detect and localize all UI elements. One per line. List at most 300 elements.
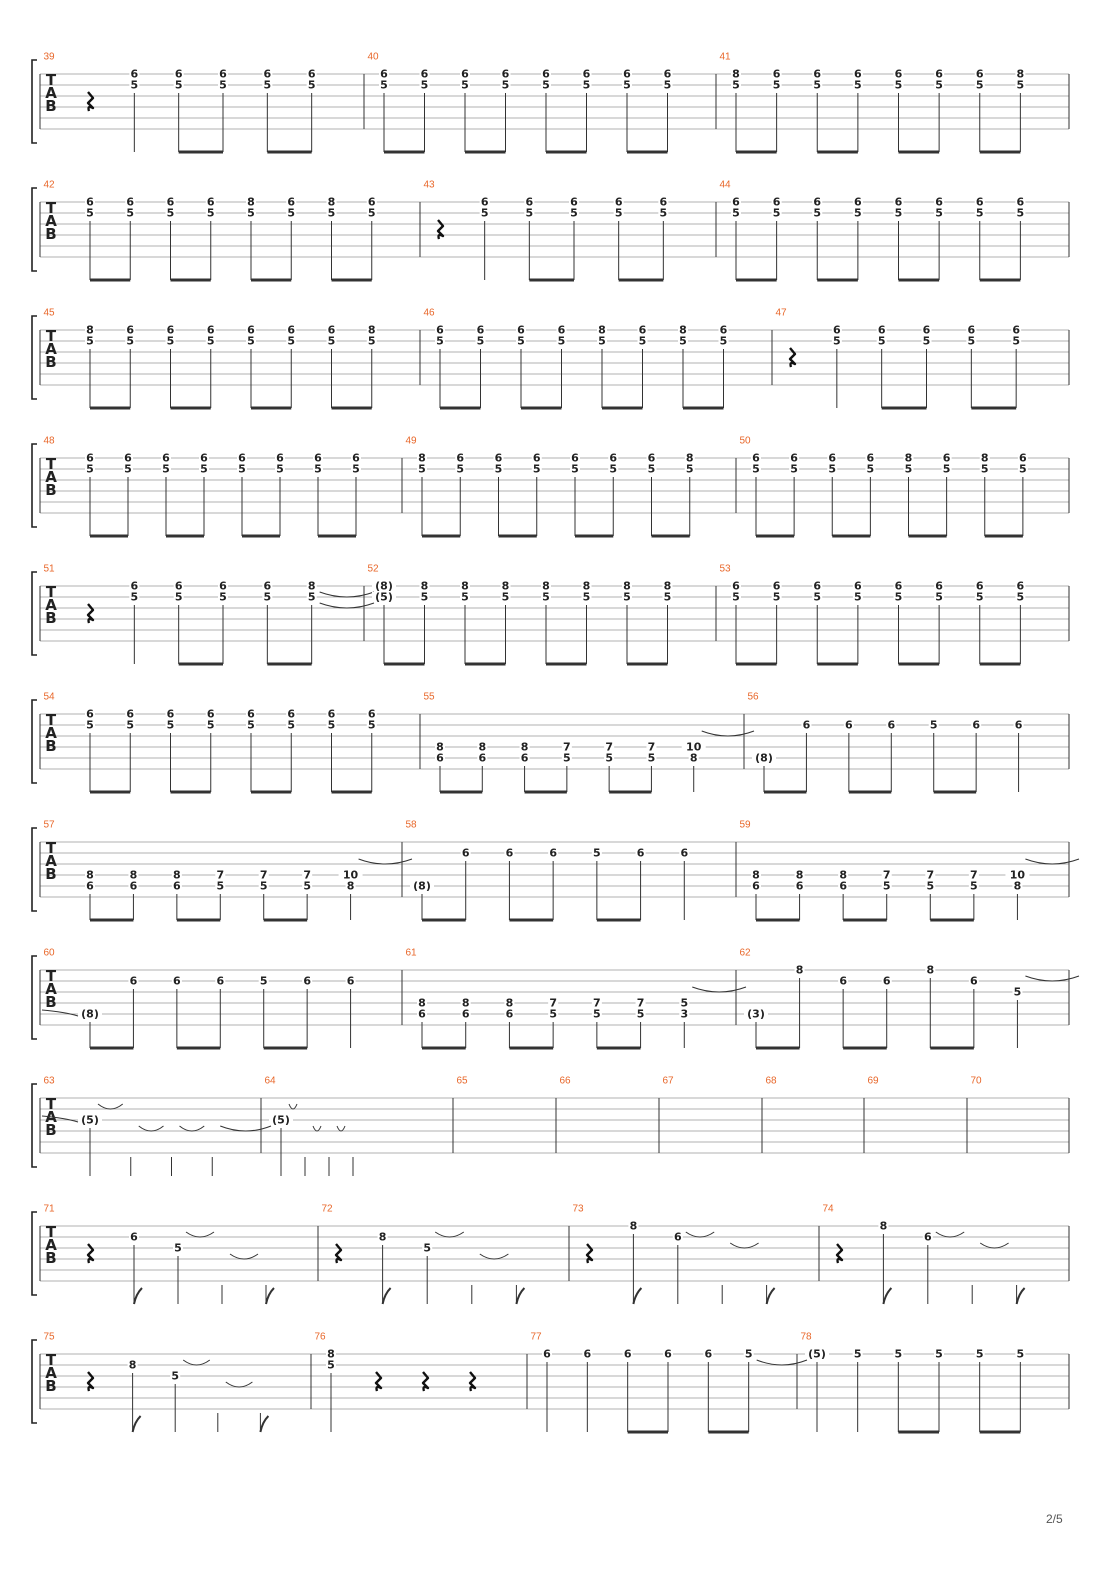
fret-number: 5 [542, 78, 550, 92]
system-bracket [32, 188, 37, 271]
tab-system [32, 564, 1069, 665]
tie [435, 1232, 464, 1237]
measure-number: 39 [43, 51, 55, 63]
fret-number: 5 [853, 1347, 862, 1361]
fret-number: 8 [436, 740, 444, 754]
eighth-flag [134, 1288, 142, 1304]
fret-number: 8 [327, 195, 336, 209]
fret-number: 6 [854, 195, 862, 209]
fret-number: 8 [420, 579, 429, 593]
fret-number: 6 [752, 451, 760, 465]
fret-number: 6 [327, 707, 336, 721]
tab-clef-letter: A [45, 1236, 57, 1254]
measure [800, 1332, 1025, 1433]
fret-number: 6 [287, 195, 296, 209]
tab-clef-letter: A [45, 1108, 57, 1126]
fret-number: 6 [663, 67, 672, 81]
fret-number: 6 [174, 579, 183, 593]
fret-number: 8 [327, 1347, 335, 1361]
fret-number: 5 [744, 1347, 753, 1361]
fret-number: (5) [808, 1347, 826, 1361]
fret-number: 6 [166, 707, 175, 721]
fret-number: 6 [967, 323, 976, 337]
fret-number: 6 [882, 974, 891, 988]
tab-clef-letter: T [45, 583, 57, 601]
tab-system [32, 1332, 1069, 1433]
fret-number: 5 [420, 78, 429, 92]
fret-number: 8 [679, 323, 687, 337]
fret-number: 8 [904, 451, 913, 465]
tie [183, 1360, 210, 1365]
measure [314, 1332, 475, 1433]
fret-number: 6 [174, 67, 183, 81]
quarter-rest-icon [336, 1244, 341, 1263]
tie [757, 1360, 807, 1365]
fret-number: 5 [605, 751, 613, 765]
tab-clef-letter: T [45, 455, 57, 473]
fret-number: 5 [866, 462, 875, 476]
fret-number: 5 [206, 206, 215, 220]
fret-number: 5 [124, 462, 132, 476]
tab-clef-letter: B [45, 993, 57, 1011]
fret-number: 7 [303, 868, 311, 882]
fret-number: 6 [542, 67, 550, 81]
fret-number: 5 [922, 334, 931, 348]
fret-number: 8 [926, 963, 935, 977]
fret-number: 5 [259, 974, 268, 988]
fret-number: 5 [854, 78, 862, 92]
fret-number: 6 [206, 195, 215, 209]
fret-number: 6 [517, 323, 525, 337]
fret-number: 8 [346, 879, 355, 893]
fret-number: (8) [81, 1007, 99, 1021]
fret-number: 8 [623, 579, 631, 593]
fret-number: 5 [680, 996, 689, 1010]
measure [572, 1204, 774, 1305]
tab-clef-letter: A [45, 84, 57, 102]
fret-number: 6 [206, 707, 215, 721]
fret-number: 5 [813, 78, 822, 92]
measure [405, 948, 746, 1049]
measure-number: 44 [719, 179, 731, 191]
fret-number: 5 [126, 206, 135, 220]
system-bracket [32, 956, 37, 1039]
fret-number: 6 [935, 579, 943, 593]
tab-clef-letter: T [45, 1095, 57, 1113]
fret-number: 6 [636, 846, 645, 860]
fret-number: 6 [614, 195, 623, 209]
fret-number: (8) [413, 879, 431, 893]
quarter-rest-icon [438, 220, 443, 239]
tab-system [32, 52, 1069, 153]
fret-number: 6 [461, 1007, 470, 1021]
tab-clef-letter: A [45, 980, 57, 998]
fret-number: 6 [216, 974, 225, 988]
fret-number: 5 [327, 206, 336, 220]
measure-number: 77 [530, 1331, 542, 1343]
measure [423, 308, 728, 409]
tab-system [32, 436, 1069, 537]
fret-number: 6 [327, 323, 336, 337]
fret-number: 8 [542, 579, 550, 593]
fret-number: 6 [557, 323, 566, 337]
fret-number: 6 [802, 718, 811, 732]
fret-number: 5 [367, 334, 376, 348]
fret-number: 5 [436, 334, 444, 348]
fret-number: 6 [813, 195, 822, 209]
fret-number: 5 [247, 718, 255, 732]
tab-clef-letter: B [45, 865, 57, 883]
fret-number: 8 [839, 868, 847, 882]
fret-number: 5 [549, 1007, 557, 1021]
fret-number: 5 [171, 1369, 180, 1383]
tab-clef-letter: T [45, 1351, 57, 1369]
tie [180, 1126, 205, 1131]
system-bracket [32, 444, 37, 527]
tie [936, 1232, 964, 1237]
fret-number: 6 [1016, 579, 1025, 593]
fret-number: 8 [505, 996, 514, 1010]
tab-system [32, 948, 1079, 1049]
fret-number: 5 [476, 334, 485, 348]
fret-number: 5 [926, 879, 935, 893]
system-bracket [32, 1084, 37, 1167]
fret-number: 5 [790, 462, 798, 476]
tab-clef-letter: B [45, 609, 57, 627]
measure [739, 820, 1079, 921]
measure [456, 1076, 468, 1087]
tie [359, 859, 412, 864]
measure-number: 46 [423, 307, 435, 319]
fret-number: 5 [935, 1347, 943, 1361]
fret-number: 6 [935, 67, 943, 81]
tie [220, 1126, 271, 1131]
measure [43, 308, 376, 409]
tie [702, 731, 754, 736]
tab-system [32, 692, 1069, 793]
fret-number: 6 [86, 195, 94, 209]
measure-number: 50 [739, 435, 751, 447]
fret-number: 5 [206, 718, 215, 732]
fret-number: 5 [894, 1347, 903, 1361]
tab-clef-letter: B [45, 1249, 57, 1267]
fret-number: 8 [980, 451, 989, 465]
tab-clef-letter: T [45, 199, 57, 217]
fret-number: 6 [839, 879, 847, 893]
tie [337, 1126, 345, 1131]
fret-number: 6 [845, 718, 853, 732]
tab-system [32, 1076, 1069, 1177]
fret-number: 3 [680, 1007, 689, 1021]
quarter-rest-icon [88, 92, 93, 111]
system-bracket [32, 572, 37, 655]
fret-number: 6 [130, 67, 139, 81]
fret-number: 6 [664, 1347, 672, 1361]
fret-number: 7 [636, 996, 645, 1010]
tab-clef-letter: B [45, 225, 57, 243]
quarter-rest-icon [587, 1244, 592, 1263]
fret-number: 8 [173, 868, 181, 882]
fret-number: 8 [378, 1230, 387, 1244]
fret-number: 5 [942, 462, 951, 476]
fret-number: 8 [418, 451, 426, 465]
fret-number: 6 [975, 67, 984, 81]
fret-number: 7 [926, 868, 935, 882]
fret-number: 8 [1016, 67, 1025, 81]
tab-clef-letter: T [45, 71, 57, 89]
quarter-rest-icon [88, 1372, 93, 1391]
fret-number: 6 [659, 195, 668, 209]
fret-number: (3) [747, 1007, 765, 1021]
fret-number: 5 [563, 751, 571, 765]
measure [43, 1332, 268, 1433]
measure-number: 60 [43, 947, 55, 959]
tie [42, 1010, 78, 1016]
measure [405, 820, 689, 921]
fret-number: 6 [854, 67, 862, 81]
fret-number: 6 [166, 323, 175, 337]
tie [230, 1254, 258, 1259]
fret-number: 5 [276, 462, 284, 476]
measure-number: 70 [970, 1075, 982, 1087]
fret-number: 6 [206, 323, 215, 337]
tab-clef-letter: A [45, 596, 57, 614]
measure [43, 52, 316, 153]
measure-number: 71 [43, 1203, 55, 1215]
fret-number: 5 [647, 462, 656, 476]
fret-number: 5 [935, 206, 943, 220]
fret-number: 6 [866, 451, 875, 465]
tab-clef-letter: T [45, 711, 57, 729]
fret-number: 5 [623, 78, 631, 92]
fret-number: 6 [126, 195, 135, 209]
measure-number: 41 [719, 51, 731, 63]
fret-number: 5 [882, 879, 891, 893]
fret-number: 6 [247, 707, 255, 721]
fret-number: 5 [327, 1358, 335, 1372]
fret-number: (8) [755, 751, 773, 765]
eighth-flag [883, 1288, 891, 1304]
tie [480, 1254, 509, 1259]
fret-number: 5 [287, 334, 296, 348]
tie [313, 1126, 321, 1131]
measure-number: 62 [739, 947, 751, 959]
fret-number: 6 [795, 879, 804, 893]
fret-number: 6 [975, 579, 984, 593]
fret-number: 5 [307, 590, 316, 604]
fret-number: 5 [894, 206, 903, 220]
fret-number: 8 [128, 1358, 137, 1372]
fret-number: 5 [557, 334, 566, 348]
fret-number: 5 [494, 462, 503, 476]
fret-number: 6 [582, 67, 591, 81]
measure-number: 48 [43, 435, 55, 447]
fret-number: 6 [525, 195, 534, 209]
fret-number: 5 [542, 590, 550, 604]
fret-number: 5 [772, 590, 781, 604]
fret-number: 6 [130, 579, 139, 593]
fret-number: 5 [162, 462, 170, 476]
fret-number: 7 [549, 996, 557, 1010]
fret-number: 5 [219, 78, 227, 92]
fret-number: 6 [772, 195, 781, 209]
fret-number: 5 [307, 78, 316, 92]
fret-number: 6 [86, 451, 94, 465]
fret-number: 6 [126, 707, 135, 721]
fret-number: 5 [420, 590, 429, 604]
fret-number: 5 [623, 590, 631, 604]
tab-clef-letter: T [45, 839, 57, 857]
fret-number: 5 [854, 590, 862, 604]
quarter-rest-icon [837, 1244, 842, 1263]
measure-number: 74 [822, 1203, 834, 1215]
fret-number: 5 [647, 751, 656, 765]
fret-number: 6 [238, 451, 246, 465]
fret-number: 5 [1013, 985, 1022, 999]
measure-number: 68 [765, 1075, 777, 1087]
fret-number: 5 [166, 206, 175, 220]
fret-number: 5 [287, 206, 296, 220]
fret-number: 10 [342, 868, 359, 882]
fret-number: 6 [752, 879, 760, 893]
fret-number: 6 [367, 195, 376, 209]
fret-number: 5 [461, 590, 469, 604]
fret-number: 5 [174, 78, 183, 92]
quarter-rest-icon [423, 1372, 428, 1391]
tie [1025, 859, 1079, 864]
tab-clef-letter: A [45, 724, 57, 742]
fret-number: 5 [636, 1007, 645, 1021]
fret-number: 7 [882, 868, 891, 882]
fret-number: 6 [772, 579, 781, 593]
measure [43, 692, 376, 793]
fret-number: 5 [828, 462, 837, 476]
fret-number: 6 [922, 323, 931, 337]
fret-number: 5 [126, 718, 135, 732]
measure [719, 564, 1025, 665]
fret-number: 5 [975, 206, 984, 220]
tie [226, 1382, 253, 1387]
fret-number: 7 [259, 868, 268, 882]
fret-number: 6 [942, 451, 951, 465]
fret-number: 8 [461, 996, 470, 1010]
measure [970, 1076, 982, 1087]
measure [765, 1076, 777, 1087]
fret-number: 8 [86, 323, 94, 337]
fret-number: 8 [663, 579, 672, 593]
measure [367, 564, 672, 665]
fret-number: 8 [582, 579, 591, 593]
fret-number: 6 [1014, 718, 1023, 732]
measure-number: 45 [43, 307, 55, 319]
tab-system [32, 308, 1069, 409]
fret-number: 8 [501, 579, 510, 593]
measure [867, 1076, 879, 1087]
quarter-rest-icon [470, 1372, 475, 1391]
fret-number: 8 [86, 868, 94, 882]
tab-system [32, 1204, 1069, 1305]
fret-number: 8 [129, 868, 138, 882]
fret-number: 6 [173, 974, 181, 988]
measure-number: 63 [43, 1075, 55, 1087]
fret-number: 5 [614, 206, 623, 220]
fret-number: 5 [570, 206, 578, 220]
tie [692, 987, 746, 992]
fret-number: 6 [887, 718, 896, 732]
fret-number: 5 [1019, 462, 1027, 476]
fret-number: 5 [685, 462, 694, 476]
fret-number: 5 [593, 1007, 601, 1021]
fret-number: 6 [263, 579, 272, 593]
fret-number: 6 [263, 67, 272, 81]
fret-number: 5 [719, 334, 728, 348]
quarter-rest-icon [88, 1244, 93, 1263]
tab-clef-letter: A [45, 1364, 57, 1382]
fret-number: 5 [663, 590, 672, 604]
fret-number: 10 [1009, 868, 1026, 882]
measure [423, 180, 668, 281]
fret-number: 5 [1016, 206, 1025, 220]
measure-number: 53 [719, 563, 731, 575]
measure [423, 692, 754, 793]
measure-number: 54 [43, 691, 55, 703]
fret-number: 6 [173, 879, 181, 893]
fret-number: 5 [380, 78, 388, 92]
tie [686, 1232, 714, 1237]
tie [320, 603, 374, 608]
tab-clef-letter: A [45, 212, 57, 230]
fret-number: 5 [679, 334, 687, 348]
measure-number: 47 [775, 307, 787, 319]
measure [530, 1332, 807, 1433]
system-bracket [32, 700, 37, 783]
fret-number: 6 [307, 67, 316, 81]
quarter-rest-icon [790, 348, 795, 367]
fret-number: 6 [420, 67, 429, 81]
fret-number: 6 [623, 67, 631, 81]
eighth-flag [133, 1416, 141, 1432]
fret-number: 5 [423, 1241, 432, 1255]
system-bracket [32, 828, 37, 911]
fret-number: (8) [375, 579, 393, 593]
fret-number: 6 [219, 67, 227, 81]
tie [289, 1104, 297, 1109]
fret-number: 6 [314, 451, 322, 465]
fret-number: 6 [609, 451, 618, 465]
fret-number: 8 [795, 868, 804, 882]
fret-number: 5 [967, 334, 976, 348]
fret-number: 5 [501, 590, 510, 604]
fret-number: 5 [929, 718, 938, 732]
measure [559, 1076, 571, 1087]
fret-number: 8 [732, 67, 740, 81]
fret-number: (5) [272, 1113, 290, 1127]
fret-number: 8 [598, 323, 606, 337]
fret-number: 5 [367, 206, 376, 220]
tie [139, 1126, 164, 1131]
measure-number: 76 [314, 1331, 326, 1343]
fret-number: 6 [129, 974, 138, 988]
measure [739, 436, 1027, 537]
fret-number: 10 [686, 740, 702, 754]
fret-number: 6 [583, 1347, 592, 1361]
fret-number: (5) [81, 1113, 99, 1127]
measure [43, 564, 374, 665]
measure [662, 1076, 674, 1087]
measure [43, 180, 376, 281]
measure-number: 57 [43, 819, 55, 831]
tie [186, 1232, 214, 1237]
